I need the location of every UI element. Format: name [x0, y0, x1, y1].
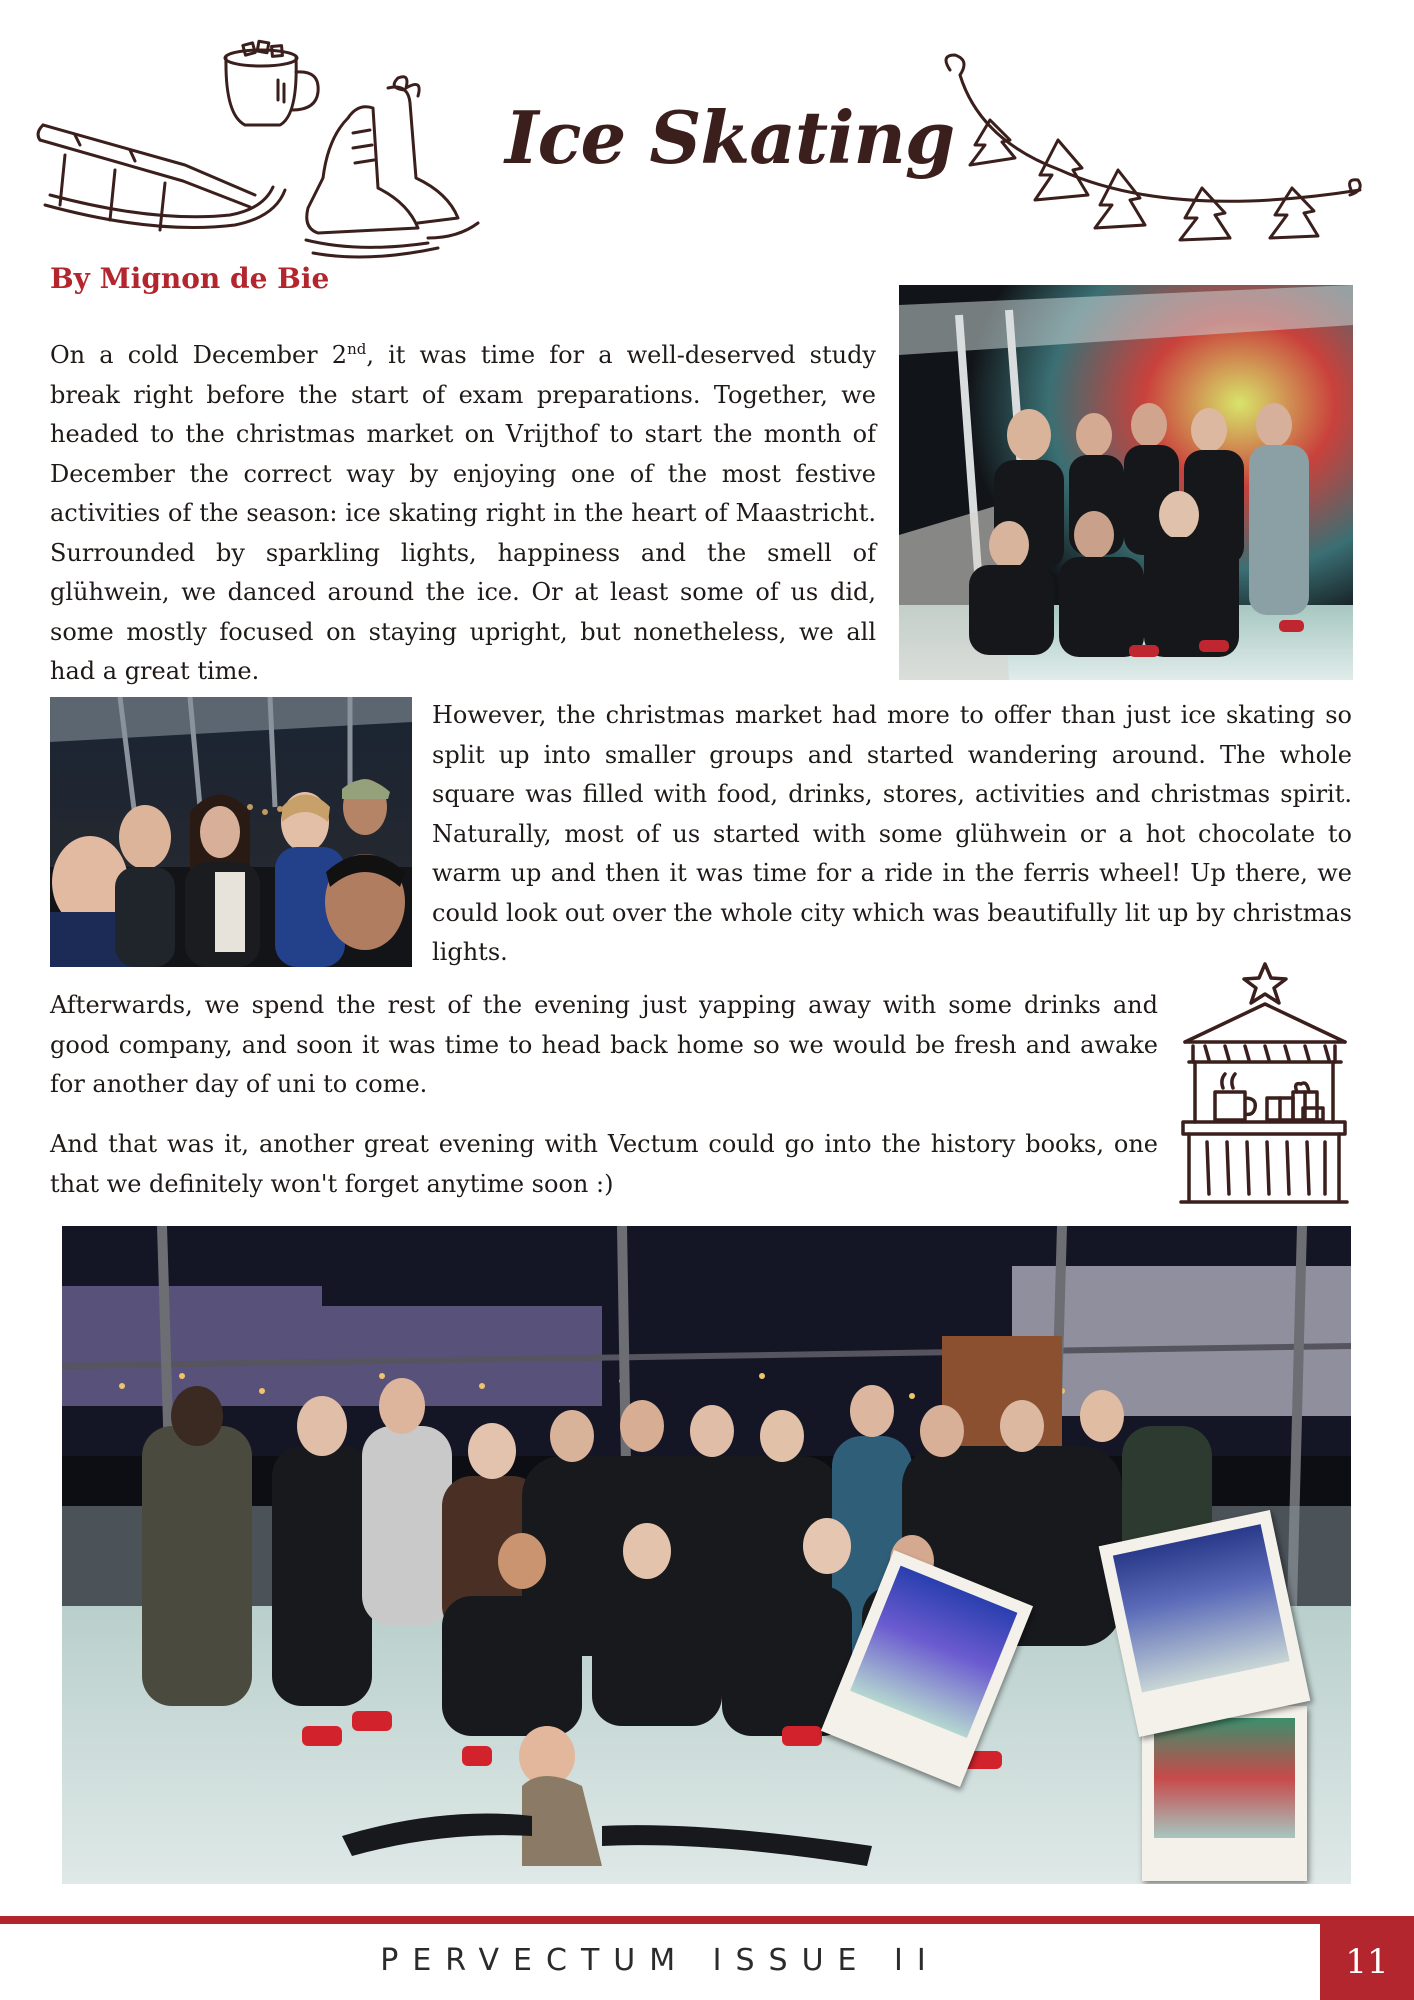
footer-issue-label: PERVECTUM ISSUE II — [380, 1943, 940, 1978]
polaroid-photo-skating-2 — [1142, 1706, 1307, 1881]
article-title: Ice Skating — [505, 95, 955, 180]
group-photo-ice-rink — [899, 285, 1353, 680]
author-byline: By Mignon de Bie — [50, 262, 330, 295]
paragraph-1 — [50, 330, 876, 692]
christmas-market-stall-icon — [1175, 962, 1355, 1206]
paragraph-3: Afterwards, we spend the rest of the evening just yapping away with some drinks and good company, and soon it was time to head back home so we would be fresh and awake for another day of uni to come. — [50, 991, 1158, 1098]
paragraph-4: And that was it, another great evening with Vectum could go into the history books, one that we definitely won't forget anytime soon :) — [50, 1130, 1158, 1198]
footer-accent-bar — [0, 1916, 1414, 1924]
paragraph-1-text-rest: , it was time for a well-deserved study break right before the start of exam preparations. Together, we headed to the christmas market on Vrijthof to start the month of December the correct way by enjoying one of the most festive activities of the season: ice skating right in the heart of Maastricht. Surrounded by sparkling lights, happiness and the smell of glühwein, we danced around the ice. Or at least some of us did, some mostly focused on staying upright, but nonetheless, we all had a great time. — [50, 341, 876, 685]
ordinal-suffix: nd — [347, 340, 367, 358]
christmas-tree-garland-icon — [940, 50, 1360, 250]
large-group-photo-ice-rink — [62, 1226, 1351, 1884]
ferris-wheel-selfie-photo — [50, 697, 412, 967]
paragraph-1-text-start: On a cold December 2 — [50, 341, 348, 369]
page-number: 11 — [1320, 1924, 1414, 2000]
paragraph-2: However, the christmas market had more to offer than just ice skating so split up into smaller groups and started wandering around. The whole square was filled with food, drinks, stores, activities and christmas spirit. Naturally, most of us started with some glühwein or a hot chocolate to warm up and then it was time for a ride in the ferris wheel! Up there, we could look out over the whole city which was beautifully lit up by christmas lights. — [432, 701, 1352, 966]
ice-skates-icon — [298, 78, 483, 263]
